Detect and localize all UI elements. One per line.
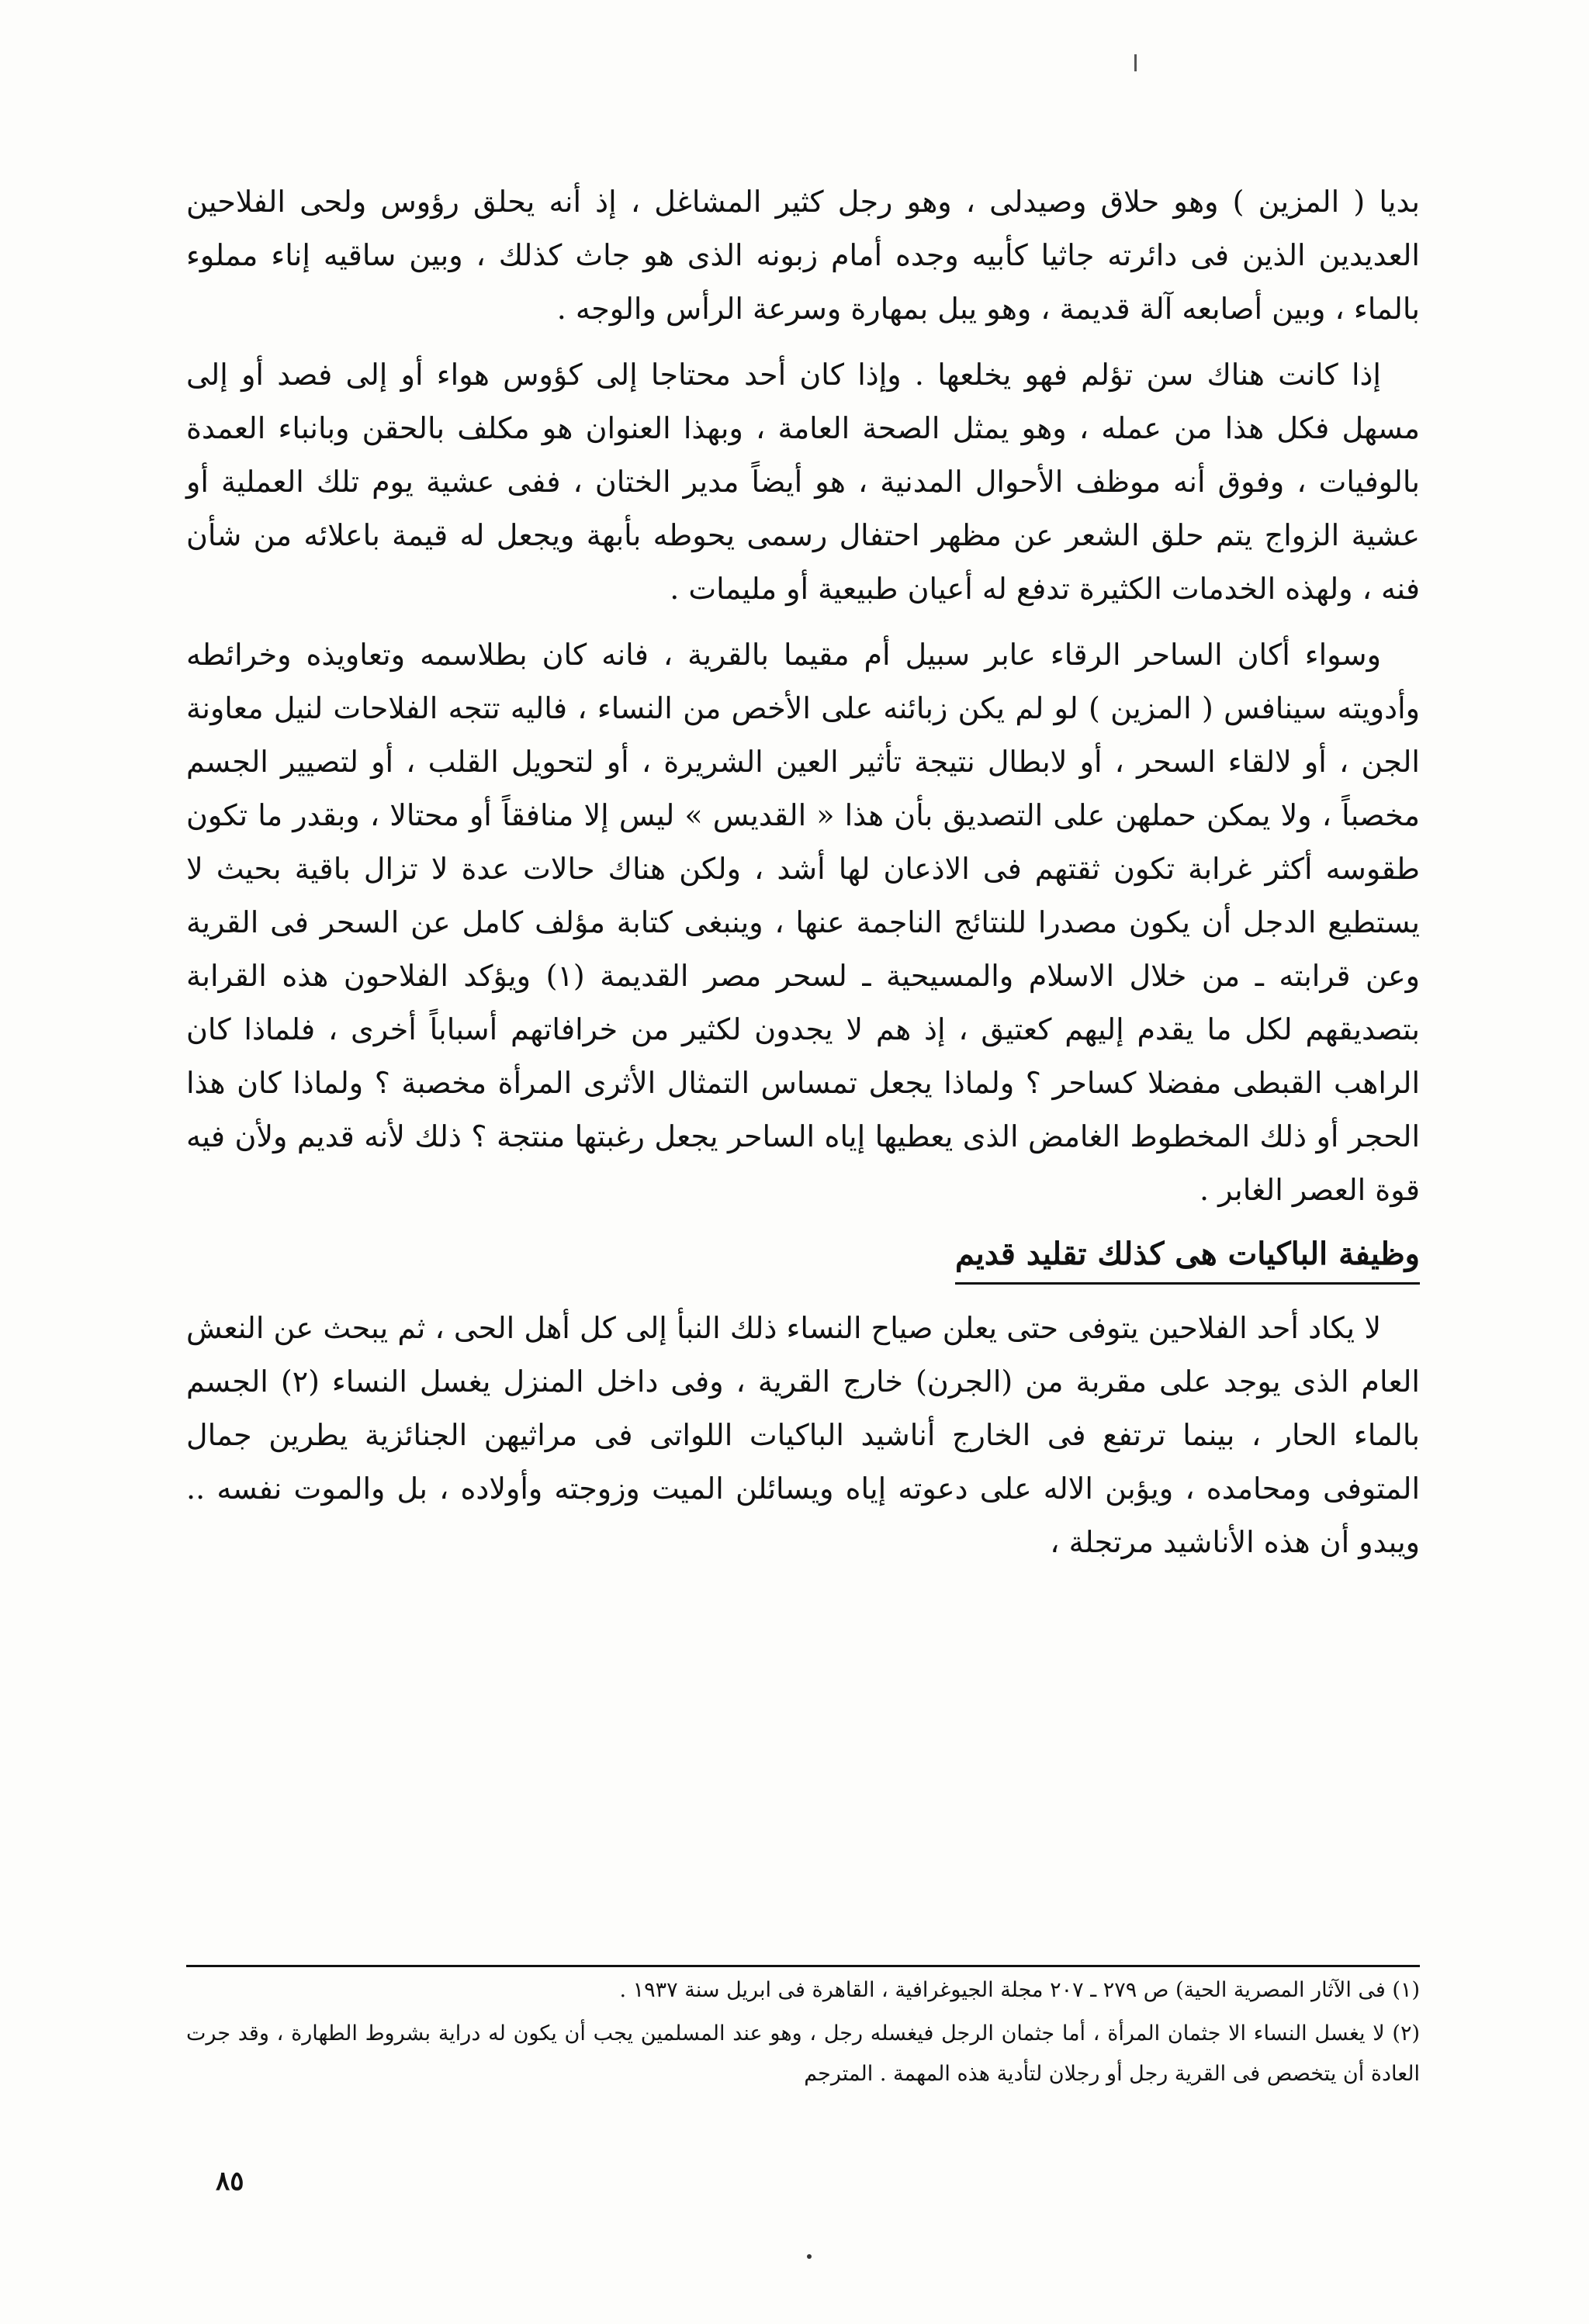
paragraph-barber-duties: إذا كانت هناك سن تؤلم فهو يخلعها . وإذا كان أحد محتاجا إلى كؤوس هواء أو إلى فصد أو إلى مسهل فكل هذا من عمله ، وهو يمثل الصحة العامة ، وبهذا العنوان هو مكلف بالحقن وبانباء العمدة بالوفيات ، وفوق أنه موظف الأحوال المدنية ، هو أيضاً مدير الختان ، ففى عشية يوم تلك العملية أو عشية الزواج يتم حلق الشعر عن مظهر احتفال رسمى يحوطه بأبهة ويجعل له قيمة باعلائه من شأن فنه ، ولهذه الخدمات الكثيرة تدفع له أعيان طبيعية أو مليمات . (186, 358, 1420, 606)
section-heading-wrap (186, 1229, 1420, 1285)
paragraph-magician: وسواء أكان الساحر الرقاء عابر سبيل أم مقيما بالقرية ، فانه كان بطلاسمه وتعاويذه وخرائطه وأدويته سينافس ( المزين ) لو لم يكن زبائنه على الأخص من النساء ، فاليه تتجه الفلاحات لنيل معاونة الجن ، أو لالقاء السحر ، أو لابطال نتيجة تأثير العين الشريرة ، أو لتحويل القلب ، أو لتصيير الجسم مخصباً ، ولا يمكن حملهن على التصديق بأن هذا « القديس » ليس إلا منافقاً أو محتالا ، وبقدر ما تكون طقوسه أكثر غرابة تكون ثقتهم فى الاذعان لها أشد ، ولكن هناك حالات عدة لا تزال باقية بحيث لا يستطيع الدجل أن يكون مصدرا للنتائج الناجمة عنها ، وينبغى كتابة مؤلف كامل عن السحر فى القرية وعن قرابته ـ من خلال الاسلام والمسيحية ـ لسحر مصر القديمة (١) ويؤكد الفلاحون هذه القرابة بتصديقهم لكل ما يقدم إليهم كعتيق ، إذ هم لا يجدون لكثير من خرافاتهم أسباباً أخرى ، فلماذا كان الراهب القبطى مفضلا كساحر ؟ ولماذا يجعل تمساس التمثال الأثرى المرأة مخصبة ؟ ولماذا كان هذا الحجر أو ذلك المخطوط الغامض الذى يعطيها إياه الساحر يجعل رغبتها منتجة ؟ ذلك لأنه قديم ولأن فيه قوة العصر الغابر . (186, 638, 1420, 1207)
scan-mark (1134, 54, 1137, 71)
body-text (186, 175, 1420, 1582)
section-heading: وظيفة الباكيات هى كذلك تقليد قديم (955, 1229, 1420, 1285)
footnotes (186, 1970, 1420, 2097)
footnote-2: (٢) لا يغسل النساء الا جثمان المرأة ، أما جثمان الرجل فيغسله رجل ، وهو عند المسلمين يجب أن يكون له دراية بشروط الطهارة ، وقد جرت العادة أن يتخصص فى القرية رجل أو رجلان لتأدية هذه المهمة . المترجم (186, 2021, 1420, 2086)
paragraph-mourners: لا يكاد أحد الفلاحين يتوفى حتى يعلن صياح النساء ذلك النبأ إلى كل أهل الحى ، ثم يبحث عن النعش العام الذى يوجد على مقربة من (الجرن) خارج القرية ، وفى داخل المنزل يغسل النساء (٢) الجسم بالماء الحار ، بينما ترتفع فى الخارج أناشيد الباكيات اللواتى فى مراثيهن الجنائزية يطرين جمال المتوفى ومحامده ، ويؤبن الاله على دعوته إياه ويسائلن الميت وزوجته وأولاده ، بل والموت نفسه .. ويبدو أن هذه الأناشيد مرتجلة ، (186, 1311, 1420, 1559)
paragraph-barber: بديا ( المزين ) وهو حلاق وصيدلى ، وهو رجل كثير المشاغل ، إذ أنه يحلق رؤوس ولحى الفلاحين العديدين الذين فى دائرته جاثيا كأبيه وجده أمام زبونه الذى هو جاث كذلك ، وبين ساقيه إناء مملوء بالماء ، وبين أصابعه آلة قديمة ، وهو يبل بمهارة وسرعة الرأس والوجه . (186, 185, 1421, 326)
scan-dot (807, 2254, 812, 2259)
footnote-divider (186, 1965, 1420, 1967)
page-number: ٨٥ (216, 2166, 244, 2197)
footnote-1: (١) فى الآثار المصرية الحية) ص ٢٧٩ ـ ٢٠٧ مجلة الجيوغرافية ، القاهرة فى ابريل سنة ١٩٣٧ . (619, 1978, 1420, 2002)
